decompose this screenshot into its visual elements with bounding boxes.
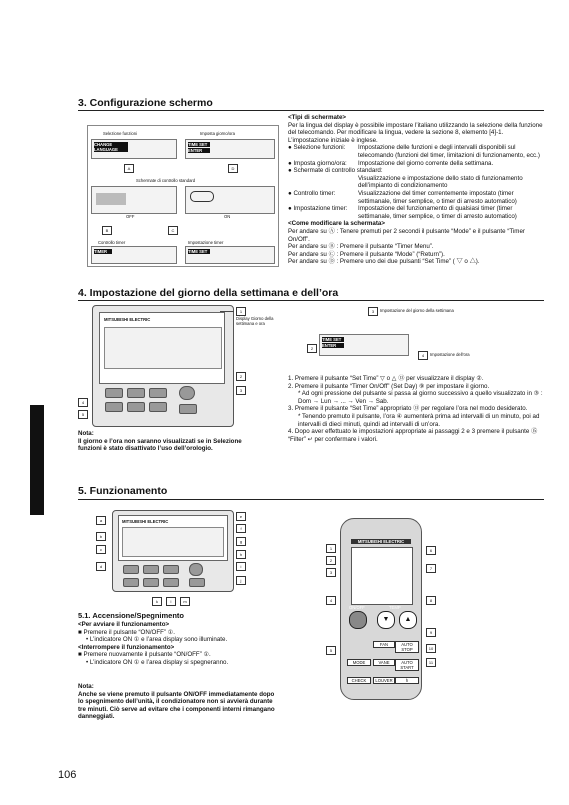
remote-display xyxy=(122,527,224,557)
step-2: 2. Premere il pulsante “Timer On/Off” (Set Day) ⑨ per impostare il giorno. xyxy=(288,382,490,390)
lcd-std-off xyxy=(91,186,177,214)
tipi-schermate-heading: <Tipi di schermate> xyxy=(288,114,347,121)
lcd-time-set: TIME SET xyxy=(322,337,344,342)
label-impostazione-timer: Impostazione timer xyxy=(188,240,224,245)
mode-button[interactable]: MODE xyxy=(347,659,371,666)
screen-flow-diagram xyxy=(87,125,279,267)
label-imposta-giorno: Imposta giorno/ora xyxy=(200,131,235,136)
lcd-temp-digits xyxy=(190,191,214,202)
tipi-schermate-p2: L’impostazione iniziale è inglese. xyxy=(288,136,378,144)
callout-sec5: h xyxy=(236,550,246,559)
label-giorno-settimana: Impostazione del giorno della settimana xyxy=(380,308,454,313)
vane-button[interactable]: VANE xyxy=(373,659,395,666)
avviare-heading: <Per avviare il funzionamento> xyxy=(78,621,170,628)
callout-sec5: b xyxy=(96,532,106,541)
note-text: Anche se viene premuto il pulsante ON/OFF immediatamente dopo lo spegnimento dell’unità, il condizionatore non si avvierà durante tre minuti. Ciò serve ad evitare che i componenti interni rimangano danneggiati. xyxy=(78,690,275,721)
remote-button[interactable] xyxy=(127,402,145,412)
label-on: ON xyxy=(224,214,231,219)
bullet-value: Impostazione del funzionamento di qualsiasi timer (timer settimanale, timer semplice, o timer di arresto automatico) xyxy=(358,205,517,220)
wired-remote-sec5 xyxy=(112,510,234,592)
wireless-lcd xyxy=(351,547,413,605)
lcd-timer: TIMER xyxy=(94,249,112,254)
callout-sec5: f xyxy=(236,524,246,533)
wireless-on-off-label: ON/OFF xyxy=(349,605,365,610)
callout-wireless: 10 xyxy=(426,644,436,653)
label-off: OFF xyxy=(126,214,135,219)
lcd-timer-set: TIME SET xyxy=(188,249,210,254)
lcd-std-on xyxy=(185,186,275,214)
step-2-note: * Ad ogni pressione del pulsante si passa al giorno successivo a quello visualizzato in ③ : Dom → Lun → ... → Ven → Sab. xyxy=(298,390,543,405)
section-4-title: 4. Impostazione del giorno della settimana e dell’ora xyxy=(78,287,339,299)
on-off-button[interactable] xyxy=(179,386,195,400)
wireless-brand: MITSUBISHI ELECTRIC xyxy=(351,539,411,544)
section-5-rule xyxy=(78,499,544,500)
section-4-note xyxy=(78,430,248,453)
check-button[interactable]: CHECK xyxy=(347,677,371,684)
wireless-remote xyxy=(340,518,422,700)
wired-remote-sec4 xyxy=(92,305,234,427)
auto-stop-button[interactable]: AUTO STOP xyxy=(395,641,419,653)
step-1: 1. Premere il pulsante “Set Time” ▽ o △ ⑬ per visualizzare il display ②. xyxy=(288,375,484,382)
time-set-lcd xyxy=(319,334,409,356)
lcd-selezione-funzioni xyxy=(91,139,177,159)
fan-button[interactable]: FAN xyxy=(373,641,395,648)
lcd-time-set: TIME SET xyxy=(188,142,210,147)
bullet-key: ● Selezione funzioni: xyxy=(288,144,346,152)
wireless-temp-label: TEMP xyxy=(389,605,401,610)
callout-wireless: 3 xyxy=(326,568,336,577)
callout-sec5: i xyxy=(236,562,246,571)
callout-wireless: 8 xyxy=(426,596,436,605)
label-schermate-std: Schermate di controllo standard xyxy=(136,178,196,183)
avviare-note: • L’indicatore ON ① e l’area display sono illuminate. xyxy=(86,636,228,644)
callout-sec5: k xyxy=(152,597,162,606)
callout-wireless: 6 xyxy=(426,546,436,555)
callout-sec4: 5 xyxy=(78,410,88,419)
remote-button[interactable] xyxy=(149,388,167,398)
section-4-steps xyxy=(288,375,546,443)
step-4: 4. Dopo aver effettuato le impostazioni appropriate ai passaggi 2 e 3 premere il pulsante ⑮ “Filter” ↵ per confermare i valori. xyxy=(288,428,538,443)
remote-display xyxy=(104,327,222,369)
come-modificare-heading: <Come modificare la schermata> xyxy=(288,220,385,228)
lcd-imposta-giorno xyxy=(185,139,275,159)
avviare-step: ■ Premere il pulsante “ON/OFF” ①. xyxy=(78,628,175,636)
callout-2: 2 xyxy=(307,344,317,353)
remote-lcd-area xyxy=(118,515,228,561)
louver-button[interactable]: LOUVER xyxy=(373,677,395,684)
wireless-on-off-button[interactable] xyxy=(349,611,367,629)
bullet-key: ● Imposta giorno/ora: xyxy=(288,159,347,167)
change-screen-d: Per andare su Ⓓ : Premere uno dei due pulsanti “Set Time” ( ▽ o △). xyxy=(288,258,480,266)
lcd-controllo-timer xyxy=(91,246,177,264)
step-3-note: * Tenendo premuto il pulsante, l’ora ④ aumenterà prima ad intervalli di un minuto, poi ad intervalli di dieci minuti, quindi ad intervalli di un’ora. xyxy=(298,412,540,428)
lcd-blank-area xyxy=(96,193,126,205)
callout-d: D xyxy=(228,164,238,173)
remote-button[interactable] xyxy=(105,388,123,398)
section-3-rule xyxy=(78,110,544,111)
display-giorno-label: Display Giorno della settimana e ora xyxy=(236,316,274,326)
label-controllo-timer: Controllo timer xyxy=(98,240,126,245)
callout-4: 4 xyxy=(418,351,428,360)
page-number: 106 xyxy=(58,769,77,781)
callout-sec5: l xyxy=(166,597,176,606)
step-3: 3. Premere il pulsante “Set Time” appropriato ⑬ per regolare l’ora nel modo desiderato. xyxy=(288,405,528,413)
callout-wireless: 5 xyxy=(326,646,336,655)
bullet-value: Visualizzazione e impostazione dello stato di funzionamento dell’impianto di condizionamento xyxy=(358,174,523,190)
remote-button[interactable] xyxy=(149,402,167,412)
interrompere-step: ■ Premere nuovamente il pulsante “ON/OFF” ①. xyxy=(78,651,211,659)
remote-lcd-area xyxy=(99,312,225,384)
callout-sec5: g xyxy=(236,537,246,546)
remote-button[interactable] xyxy=(123,578,139,587)
label-ora: Impostazione dell’ora xyxy=(430,352,470,357)
leader-line xyxy=(220,311,234,312)
interrompere-note: • L’indicatore ON ① e l’area display si spegneranno. xyxy=(86,658,229,666)
temp-down-button[interactable]: ▼ xyxy=(377,611,395,629)
bullet-key: ● Schermate di controllo standard: xyxy=(288,167,383,175)
callout-a: A xyxy=(124,164,134,173)
label-selezione-funzioni: Selezione funzioni xyxy=(103,131,137,136)
callout-sec5: c xyxy=(96,545,106,554)
lcd-change-language: CHANGE LANGUAGE xyxy=(94,142,128,152)
bullet-key: ● Controllo timer: xyxy=(288,189,336,197)
subsection-5-1-title: 5.1. Accensione/Spegnimento xyxy=(78,611,184,620)
callout-b: B xyxy=(102,226,112,235)
callout-wireless: 11 xyxy=(426,658,436,667)
remote-button[interactable] xyxy=(123,565,139,574)
interrompere-heading: <Interrompere il funzionamento> xyxy=(78,643,175,651)
section-5-note xyxy=(78,683,278,721)
callout-display: 1 xyxy=(236,307,246,316)
bullet-value: Impostazione del giorno corrente della settimana. xyxy=(358,159,494,167)
lcd-enter: ENTER xyxy=(322,343,344,348)
callout-wireless: 2 xyxy=(326,556,336,565)
remote-button[interactable] xyxy=(163,565,179,574)
remote-brand: MITSUBISHI ELECTRIC xyxy=(104,317,151,322)
callout-sec4: 3 xyxy=(236,386,246,395)
callout-wireless: 4 xyxy=(326,596,336,605)
callout-3: 3 xyxy=(368,307,378,316)
bullet-value: Impostazione delle funzioni e degli intervalli disponibili sul telecomando (funzioni del timer, limitazioni di funzionamento, ecc.) xyxy=(358,144,540,159)
section-5-text xyxy=(78,621,278,667)
remote-button[interactable] xyxy=(143,565,159,574)
tipi-schermate-p1: Per la lingua del display è possibile impostare l’italiano utilizzando la selezione della funzione del telecomando. Per modificare la lingua, vedere la sezione 8, elemento [4]-1. xyxy=(288,121,543,137)
change-screen-c: Per andare su Ⓒ : Premere il pulsante “Mode” (“Return”). xyxy=(288,250,445,258)
callout-wireless: 9 xyxy=(426,628,436,637)
remote-button[interactable] xyxy=(189,578,205,587)
remote-button[interactable] xyxy=(105,402,123,412)
bullet-key: ● Impostazione timer: xyxy=(288,205,348,213)
change-screen-b: Per andare su Ⓑ : Premere il pulsante “Timer Menu”. xyxy=(288,243,434,251)
callout-sec5: a xyxy=(96,516,106,525)
callout-wireless: 7 xyxy=(426,564,436,573)
remote-button[interactable] xyxy=(179,404,197,414)
callout-sec5: d xyxy=(96,562,106,571)
section-3-title: 3. Configurazione schermo xyxy=(78,97,213,109)
lcd-impostazione-timer xyxy=(185,246,275,264)
remote-button[interactable] xyxy=(143,578,159,587)
remote-button[interactable] xyxy=(127,388,145,398)
callout-sec5: j xyxy=(236,576,246,585)
callout-sec5: e xyxy=(236,512,246,521)
on-off-button[interactable] xyxy=(189,563,203,576)
section-5-title: 5. Funzionamento xyxy=(78,485,168,497)
bullet-value: Visualizzazione del timer correntemente impostato (timer settimanale, timer semplice, o timer di arresto automatico) xyxy=(358,189,517,205)
callout-sec5: m xyxy=(180,597,190,606)
h-button[interactable]: h xyxy=(395,677,419,684)
note-text: Il giorno e l’ora non saranno visualizzati se in Selezione funzioni è stato disattivato l’uso dell’orologio. xyxy=(78,437,242,453)
remote-button[interactable] xyxy=(163,578,179,587)
section-3-text xyxy=(288,114,546,266)
callout-sec4: 4 xyxy=(78,398,88,407)
note-title: Nota: xyxy=(78,430,94,437)
page-side-tab xyxy=(30,405,44,515)
lcd-enter: ENTER xyxy=(188,148,210,153)
callout-wireless: 1 xyxy=(326,544,336,553)
auto-start-button[interactable]: AUTO START xyxy=(395,659,419,671)
callout-sec4: 2 xyxy=(236,372,246,381)
remote-brand: MITSUBISHI ELECTRIC xyxy=(122,519,169,524)
temp-up-button[interactable]: ▲ xyxy=(399,611,417,629)
change-screen-a: Per andare su Ⓐ : Tenere premuti per 2 secondi il pulsante “Mode” e il pulsante “Timer On/Off”. xyxy=(288,227,525,243)
callout-c: C xyxy=(168,226,178,235)
section-4-rule xyxy=(78,300,544,301)
time-set-display-figure xyxy=(305,318,417,358)
note-title: Nota: xyxy=(78,683,94,690)
